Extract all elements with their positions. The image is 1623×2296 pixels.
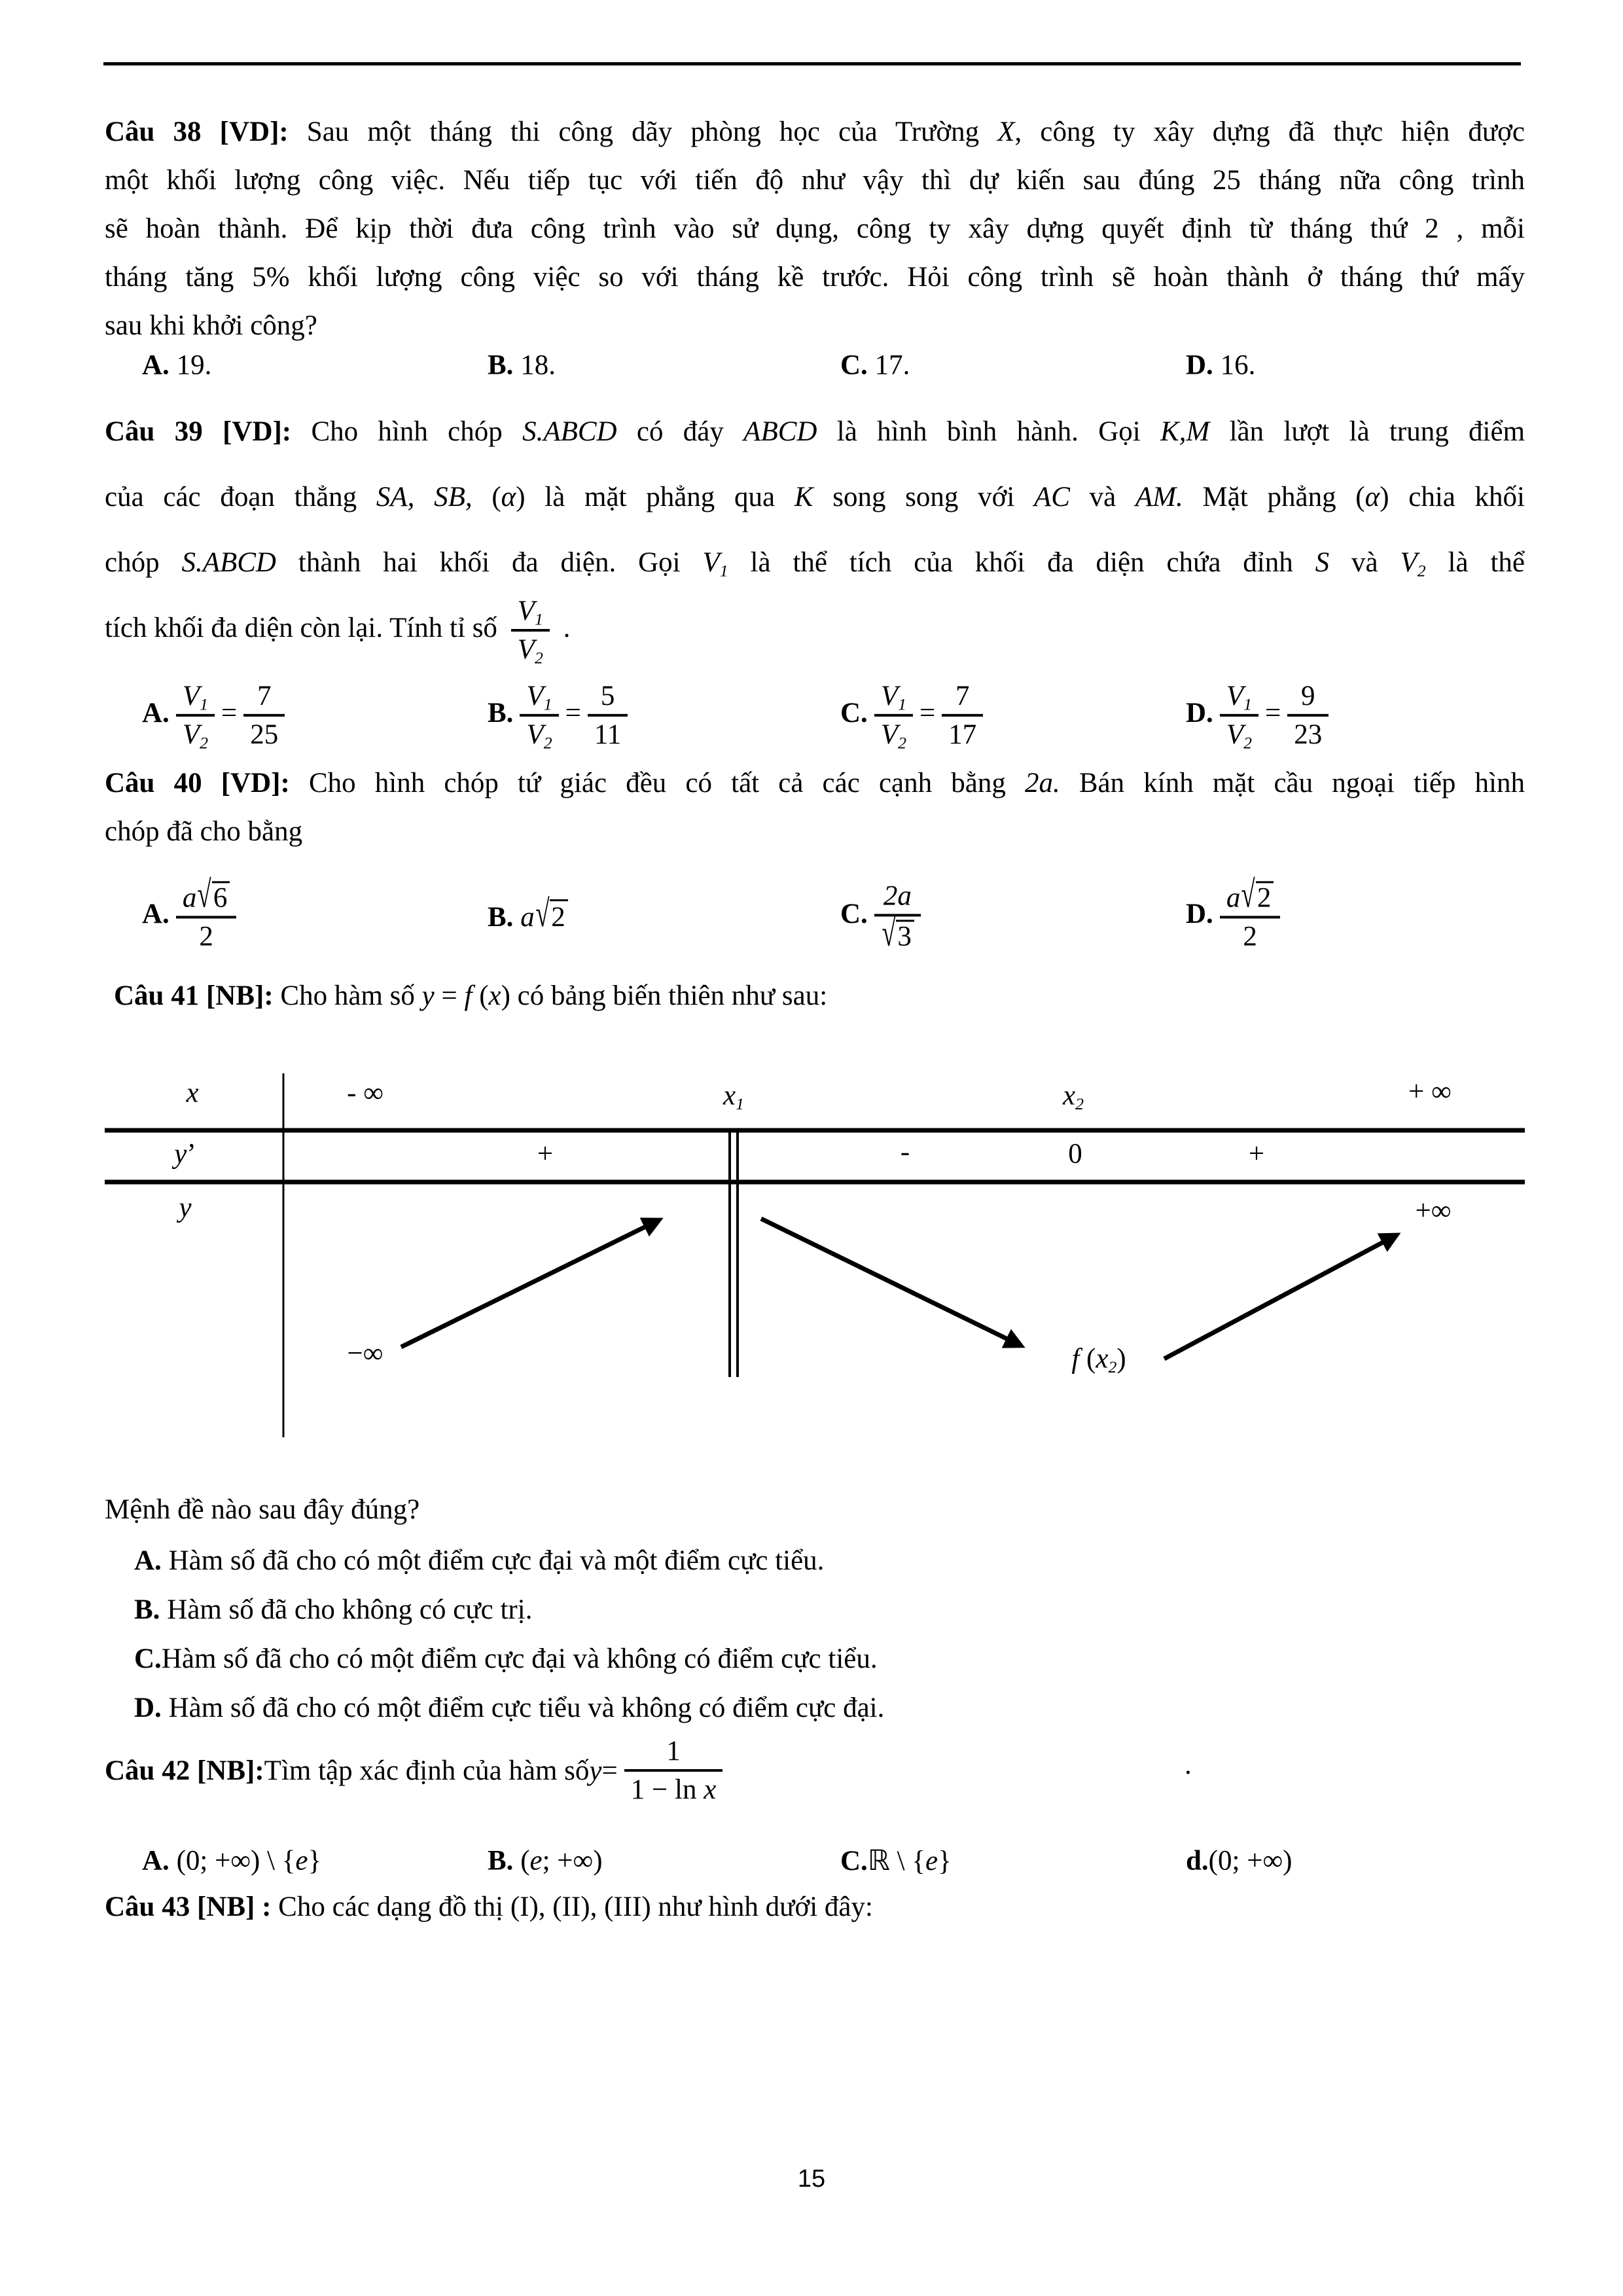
option-41-b: B. Hàm số đã cho không có cực trị. [134, 1594, 533, 1625]
question-39-text: Câu 39 [VD]: Cho hình chóp S.ABCD có đáy ABCD là hình bình hành. Gọi K,M lần lượt là trung điểm của các đoạn thẳng SA, SB, (α) là mặt phẳng qua K song song với AC và AM. Mặt phẳng (α) chia khối chóp S.ABCD thành hai khối đa diện. Gọi V1 là thể tích của khối đa diện chứa đỉnh S và V2 là thể tích khối đa diện còn lại. Tính tỉ số $\frac{V1}{V2}$ . [105, 416, 1525, 668]
table-yprime-sign-plus-2: + [1248, 1138, 1265, 1170]
option-41-a: A. Hàm số đã cho có một điểm cực đại và một điểm cực tiểu. [134, 1545, 825, 1576]
option-40-c: C. $\frac{2a}{√3}$ [840, 881, 927, 951]
question-42-trailing-period: . [1185, 1749, 1192, 1780]
option-39-c: C. $\frac{V1}{V2}$ = $\frac{7}{17}$ [840, 681, 990, 749]
question-38-text: Câu 38 [VD]: Sau một tháng thi công dãy phòng học của Trường X, công ty xây dựng đã thực hiện được một khối lượng công việc. Nếu tiếp tục với tiến độ như vậy thì dự kiến sau đúng 25 tháng nữa công trình sẽ hoàn thành. Để kịp thời đưa công trình vào sử dụng, công ty xây dựng quyết định từ tháng thứ 2 , mỗi tháng tăng 5% khối lượng công việc so với tháng kề trước. Hỏi công trình sẽ hoàn thành ở tháng thứ mấy sau khi khởi công? [105, 117, 1525, 341]
option-39-b: B. $\frac{V1}{V2}$ = $\frac{5}{11}$ [488, 681, 634, 749]
table-y-row-label: y [179, 1192, 192, 1223]
question-41-question: Mệnh đề nào sau đây đúng? [105, 1494, 420, 1525]
table-yprime-sign-zero: 0 [1068, 1138, 1082, 1170]
option-38-d: D. 16. [1186, 350, 1256, 381]
question-43-stem: Câu 43 [NB] : Cho các dạng đồ thị (I), (II), (III) như hình dưới đây: [105, 1892, 873, 1922]
variation-table-lines-and-arrows [105, 1067, 1525, 1473]
table-x-pos-infinity: + ∞ [1408, 1076, 1452, 1107]
table-x-neg-infinity: - ∞ [347, 1077, 383, 1109]
question-38-options [105, 346, 1525, 385]
option-42-a: A. (0; +∞) \ {e} [142, 1845, 322, 1876]
option-38-a: A. 19. [142, 350, 212, 381]
option-38-c: C. 17. [840, 350, 910, 381]
option-42-c: C.ℝ \ {e} [840, 1846, 952, 1876]
top-rule [103, 62, 1521, 65]
table-y-pos-infinity: +∞ [1415, 1195, 1452, 1227]
option-39-a: A. $\frac{V1}{V2}$ = $\frac{7}{25}$ [142, 681, 291, 749]
table-x-row-label: x [186, 1077, 199, 1109]
question-40-options [105, 861, 1525, 972]
table-yprime-row-label: y’ [174, 1138, 196, 1170]
table-yprime-sign-minus: - [900, 1136, 910, 1168]
question-41-stem: Câu 41 [NB]: Cho hàm số y = f (x) có bảng biến thiên như sau: [114, 980, 828, 1011]
question-39-options [105, 664, 1525, 766]
question-42-options [105, 1831, 1525, 1890]
option-42-b: B. (e; +∞) [488, 1845, 603, 1876]
table-yprime-sign-plus-1: + [537, 1138, 554, 1170]
option-40-a: A. $\frac{a√6}{2}$ [142, 881, 243, 951]
page-number: 15 [797, 2165, 826, 2193]
variation-table [105, 1067, 1525, 1473]
question-42-stem: Câu 42 [NB]: Tìm tập xác định của hàm số y = $\frac{1}{\text{1 − ln x}}$ [105, 1728, 729, 1813]
option-38-b: B. 18. [488, 350, 556, 381]
option-41-c: C.Hàm số đã cho có một điểm cực đại và không có điểm cực tiểu. [134, 1643, 878, 1674]
option-40-d: D. $\frac{a√2}{2}$ [1186, 881, 1287, 951]
table-y-neg-infinity: −∞ [347, 1338, 383, 1369]
table-x2-value: x2 [1063, 1080, 1084, 1114]
option-40-b: B. a√2 [488, 899, 568, 933]
table-y-min-value-fx2: f (x2) [1071, 1343, 1126, 1377]
option-41-d: D. Hàm số đã cho có một điểm cực tiểu và không có điểm cực đại. [134, 1693, 885, 1723]
question-40-text: Câu 40 [VD]: Cho hình chóp tứ giác đều có tất cả các cạnh bằng 2a. Bán kính mặt cầu ngoại tiếp hình chóp đã cho bằng [105, 768, 1525, 847]
table-x1-value: x1 [723, 1080, 744, 1114]
option-42-d: d.(0; +∞) [1186, 1845, 1293, 1876]
option-39-d: D. $\frac{V1}{V2}$ = $\frac{9}{23}$ [1186, 681, 1335, 749]
